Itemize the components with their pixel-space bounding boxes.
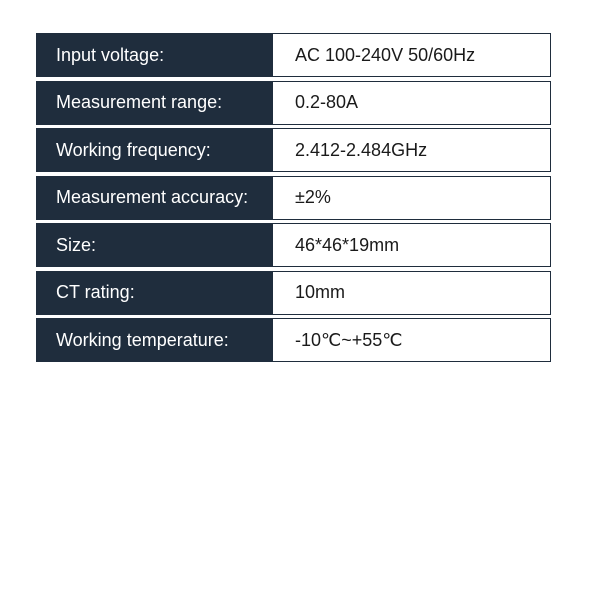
spec-label: Measurement accuracy: bbox=[37, 177, 273, 219]
spec-row-working-temperature bbox=[36, 318, 551, 362]
spec-label: Measurement range: bbox=[37, 82, 273, 124]
spec-row-size bbox=[36, 223, 551, 267]
spec-label: Working frequency: bbox=[37, 129, 273, 171]
spec-label: CT rating: bbox=[37, 272, 273, 314]
spec-label: Input voltage: bbox=[37, 34, 273, 76]
spec-value: 46*46*19mm bbox=[295, 234, 400, 255]
spec-value: 10mm bbox=[295, 282, 346, 302]
spec-value: ±2% bbox=[295, 187, 331, 207]
spec-table bbox=[36, 33, 551, 366]
spec-row-input-voltage bbox=[36, 33, 551, 77]
spec-value: 0.2-80A bbox=[295, 92, 359, 112]
spec-row-measurement-accuracy bbox=[36, 176, 551, 220]
spec-value: -10℃~+55℃ bbox=[295, 329, 403, 350]
spec-value: 2.412-2.484GHz bbox=[295, 139, 428, 160]
spec-row-ct-rating bbox=[36, 271, 551, 315]
spec-label: Working temperature: bbox=[37, 319, 273, 361]
spec-value: AC 100-240V 50/60Hz bbox=[295, 44, 476, 65]
spec-row-working-frequency bbox=[36, 128, 551, 172]
spec-label: Size: bbox=[37, 224, 273, 266]
spec-row-measurement-range bbox=[36, 81, 551, 125]
